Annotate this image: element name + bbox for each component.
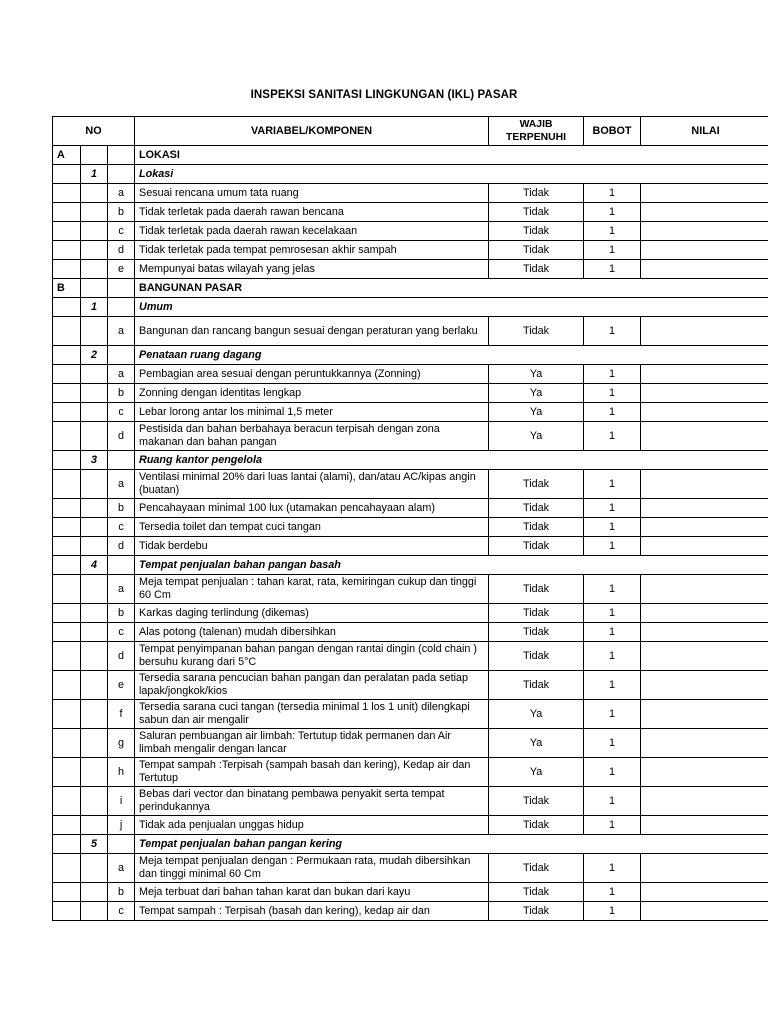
nilai-cell [641,700,768,729]
empty-cell [53,203,81,222]
nilai-cell [641,317,768,346]
subsection-no: 5 [81,835,108,854]
table-row [53,384,768,403]
empty-cell [81,729,108,758]
table-row [53,203,768,222]
item-label: Pencahayaan minimal 100 lux (utamakan pencahayaan alam) [135,499,489,518]
empty-cell [53,902,81,921]
empty-cell [53,575,81,604]
item-label: Ventilasi minimal 20% dari luas lantai (alami), dan/atau AC/kipas angin (buatan) [135,470,489,499]
section-no: A [53,146,81,165]
wajib-cell: Tidak [489,883,584,902]
empty-cell [108,451,135,470]
wajib-cell: Tidak [489,499,584,518]
section-row [53,146,768,165]
nilai-cell [641,729,768,758]
empty-cell [81,575,108,604]
section-row [53,279,768,298]
empty-cell [81,260,108,279]
empty-cell [53,241,81,260]
empty-cell [53,729,81,758]
subsection-label: Tempat penjualan bahan pangan basah [135,556,768,575]
nilai-cell [641,260,768,279]
wajib-cell: Tidak [489,222,584,241]
empty-cell [53,260,81,279]
item-letter: c [108,403,135,422]
item-label: Meja tempat penjualan : tahan karat, rata, kemiringan cukup dan tinggi 60 Cm [135,575,489,604]
empty-cell [53,184,81,203]
wajib-cell: Ya [489,365,584,384]
empty-cell [53,317,81,346]
nilai-cell [641,518,768,537]
empty-cell [53,346,81,365]
empty-cell [81,816,108,835]
section-no: B [53,279,81,298]
inspection-table [52,116,768,921]
empty-cell [81,384,108,403]
empty-cell [53,422,81,451]
nilai-cell [641,758,768,787]
nilai-cell [641,365,768,384]
item-label: Tempat penyimpanan bahan pangan dengan rantai dingin (cold chain ) bersuhu kurang dari 5°C [135,642,489,671]
bobot-cell: 1 [584,317,641,346]
item-letter: c [108,518,135,537]
bobot-cell: 1 [584,700,641,729]
item-letter: a [108,854,135,883]
item-label: Tidak terletak pada daerah rawan kecelakaan [135,222,489,241]
bobot-cell: 1 [584,203,641,222]
section-label: BANGUNAN PASAR [135,279,768,298]
table-row [53,575,768,604]
empty-cell [81,537,108,556]
bobot-cell: 1 [584,518,641,537]
table-row [53,700,768,729]
empty-cell [53,623,81,642]
nilai-cell [641,623,768,642]
empty-cell [53,499,81,518]
empty-cell [108,556,135,575]
empty-cell [53,835,81,854]
subsection-row [53,556,768,575]
wajib-cell: Ya [489,384,584,403]
subsection-no: 1 [81,165,108,184]
nilai-cell [641,499,768,518]
empty-cell [53,556,81,575]
empty-cell [53,451,81,470]
bobot-cell: 1 [584,184,641,203]
bobot-cell: 1 [584,854,641,883]
item-letter: a [108,575,135,604]
empty-cell [53,854,81,883]
table-row [53,854,768,883]
empty-cell [53,787,81,816]
table-row [53,499,768,518]
empty-cell [81,146,108,165]
table-row [53,758,768,787]
item-letter: b [108,499,135,518]
empty-cell [81,403,108,422]
empty-cell [53,758,81,787]
section-label: LOKASI [135,146,768,165]
empty-cell [108,298,135,317]
table-row [53,883,768,902]
bobot-cell: 1 [584,623,641,642]
bobot-cell: 1 [584,384,641,403]
item-letter: c [108,902,135,921]
subsection-row [53,165,768,184]
wajib-cell: Tidak [489,854,584,883]
subsection-label: Umum [135,298,768,317]
empty-cell [81,499,108,518]
item-label: Tempat sampah :Terpisah (sampah basah dan kering), Kedap air dan Tertutup [135,758,489,787]
wajib-cell: Tidak [489,203,584,222]
wajib-cell: Tidak [489,575,584,604]
bobot-cell: 1 [584,671,641,700]
empty-cell [81,604,108,623]
nilai-cell [641,222,768,241]
subsection-label: Ruang kantor pengelola [135,451,768,470]
table-row [53,317,768,346]
item-label: Bangunan dan rancang bangun sesuai dengan peraturan yang berlaku [135,317,489,346]
item-label: Meja terbuat dari bahan tahan karat dan bukan dari kayu [135,883,489,902]
item-letter: d [108,241,135,260]
table-row [53,729,768,758]
item-label: Tersedia sarana pencucian bahan pangan dan peralatan pada setiap lapak/jongkok/kios [135,671,489,700]
empty-cell [53,165,81,184]
empty-cell [81,279,108,298]
table-row [53,816,768,835]
nilai-cell [641,883,768,902]
item-letter: d [108,642,135,671]
empty-cell [81,222,108,241]
table-row [53,787,768,816]
item-letter: b [108,384,135,403]
table-row [53,403,768,422]
header-variabel: VARIABEL/KOMPONEN [135,117,489,146]
empty-cell [81,700,108,729]
bobot-cell: 1 [584,241,641,260]
subsection-label: Tempat penjualan bahan pangan kering [135,835,768,854]
subsection-row [53,346,768,365]
empty-cell [108,165,135,184]
bobot-cell: 1 [584,575,641,604]
empty-cell [53,403,81,422]
subsection-row [53,298,768,317]
item-letter: b [108,203,135,222]
item-letter: j [108,816,135,835]
item-letter: a [108,365,135,384]
empty-cell [81,623,108,642]
empty-cell [81,422,108,451]
bobot-cell: 1 [584,758,641,787]
empty-cell [81,671,108,700]
table-row [53,518,768,537]
bobot-cell: 1 [584,499,641,518]
table-row [53,470,768,499]
empty-cell [81,787,108,816]
table-row [53,222,768,241]
subsection-label: Penataan ruang dagang [135,346,768,365]
item-label: Tersedia toilet dan tempat cuci tangan [135,518,489,537]
subsection-no: 1 [81,298,108,317]
nilai-cell [641,902,768,921]
item-letter: d [108,422,135,451]
item-letter: c [108,623,135,642]
item-label: Sesuai rencana umum tata ruang [135,184,489,203]
empty-cell [53,222,81,241]
item-letter: i [108,787,135,816]
item-letter: c [108,222,135,241]
empty-cell [81,758,108,787]
empty-cell [81,365,108,384]
bobot-cell: 1 [584,642,641,671]
wajib-cell: Ya [489,700,584,729]
empty-cell [81,317,108,346]
subsection-label: Lokasi [135,165,768,184]
item-letter: b [108,883,135,902]
subsection-no: 3 [81,451,108,470]
bobot-cell: 1 [584,365,641,384]
nilai-cell [641,671,768,700]
document-title: INSPEKSI SANITASI LINGKUNGAN (IKL) PASAR [250,89,518,101]
table-row [53,184,768,203]
header-nilai: NILAI [641,117,768,146]
item-label: Pembagian area sesuai dengan peruntukkannya (Zonning) [135,365,489,384]
nilai-cell [641,537,768,556]
item-letter: a [108,317,135,346]
empty-cell [108,279,135,298]
nilai-cell [641,184,768,203]
item-label: Tidak terletak pada daerah rawan bencana [135,203,489,222]
wajib-cell: Tidak [489,642,584,671]
item-label: Tempat sampah : Terpisah (basah dan kering), kedap air dan [135,902,489,921]
table-row [53,422,768,451]
bobot-cell: 1 [584,729,641,758]
nilai-cell [641,203,768,222]
bobot-cell: 1 [584,816,641,835]
wajib-cell: Tidak [489,537,584,556]
empty-cell [53,642,81,671]
empty-cell [108,346,135,365]
empty-cell [81,902,108,921]
empty-cell [53,604,81,623]
wajib-cell: Ya [489,758,584,787]
wajib-cell: Tidak [489,241,584,260]
subsection-row [53,835,768,854]
empty-cell [81,241,108,260]
subsection-row [53,451,768,470]
empty-cell [53,700,81,729]
empty-cell [53,816,81,835]
empty-cell [81,184,108,203]
nilai-cell [641,241,768,260]
table-body [53,146,768,921]
wajib-cell: Ya [489,422,584,451]
empty-cell [81,642,108,671]
table-header-row [53,117,768,146]
item-letter: e [108,671,135,700]
item-label: Tidak ada penjualan unggas hidup [135,816,489,835]
wajib-cell: Tidak [489,671,584,700]
wajib-cell: Tidak [489,518,584,537]
table-row [53,537,768,556]
item-letter: a [108,184,135,203]
empty-cell [53,365,81,384]
nilai-cell [641,422,768,451]
item-letter: e [108,260,135,279]
nilai-cell [641,470,768,499]
item-letter: d [108,537,135,556]
bobot-cell: 1 [584,470,641,499]
empty-cell [108,146,135,165]
empty-cell [108,835,135,854]
item-label: Pestisida dan bahan berbahaya beracun terpisah dengan zona makanan dan bahan pangan [135,422,489,451]
empty-cell [81,470,108,499]
empty-cell [53,298,81,317]
table-row [53,241,768,260]
item-label: Karkas daging terlindung (dikemas) [135,604,489,623]
item-label: Meja tempat penjualan dengan : Permukaan rata, mudah dibersihkan dan tinggi minimal 60 Cm [135,854,489,883]
empty-cell [53,883,81,902]
item-label: Saluran pembuangan air limbah: Tertutup tidak permanen dan Air limbah mengalir dengan lancar [135,729,489,758]
header-no: NO [53,117,135,146]
nilai-cell [641,642,768,671]
table-row [53,671,768,700]
nilai-cell [641,604,768,623]
item-label: Alas potong (talenan) mudah dibersihkan [135,623,489,642]
empty-cell [81,854,108,883]
item-letter: a [108,470,135,499]
nilai-cell [641,384,768,403]
item-letter: f [108,700,135,729]
wajib-cell: Tidak [489,787,584,816]
empty-cell [53,671,81,700]
wajib-cell: Tidak [489,902,584,921]
item-label: Lebar lorong antar los minimal 1,5 meter [135,403,489,422]
empty-cell [53,470,81,499]
table-row [53,642,768,671]
wajib-cell: Tidak [489,470,584,499]
wajib-cell: Ya [489,403,584,422]
item-label: Tersedia sarana cuci tangan (tersedia minimal 1 los 1 unit) dilengkapi sabun dan air mengalir [135,700,489,729]
table-row [53,604,768,623]
bobot-cell: 1 [584,902,641,921]
header-wajib: WAJIB TERPENUHI [489,117,584,146]
wajib-cell: Tidak [489,184,584,203]
empty-cell [81,883,108,902]
nilai-cell [641,403,768,422]
bobot-cell: 1 [584,422,641,451]
wajib-cell: Tidak [489,317,584,346]
bobot-cell: 1 [584,403,641,422]
item-letter: b [108,604,135,623]
wajib-cell: Tidak [489,260,584,279]
bobot-cell: 1 [584,222,641,241]
nilai-cell [641,854,768,883]
item-letter: h [108,758,135,787]
nilai-cell [641,787,768,816]
table-row [53,365,768,384]
wajib-cell: Tidak [489,816,584,835]
item-label: Tidak berdebu [135,537,489,556]
wajib-cell: Tidak [489,623,584,642]
bobot-cell: 1 [584,883,641,902]
bobot-cell: 1 [584,260,641,279]
table-row [53,902,768,921]
bobot-cell: 1 [584,604,641,623]
subsection-no: 2 [81,346,108,365]
empty-cell [81,203,108,222]
table-row [53,623,768,642]
item-letter: g [108,729,135,758]
empty-cell [53,537,81,556]
bobot-cell: 1 [584,537,641,556]
empty-cell [53,518,81,537]
nilai-cell [641,575,768,604]
empty-cell [81,518,108,537]
header-bobot: BOBOT [584,117,641,146]
wajib-cell: Ya [489,729,584,758]
wajib-cell: Tidak [489,604,584,623]
subsection-no: 4 [81,556,108,575]
empty-cell [53,384,81,403]
item-label: Mempunyai batas wilayah yang jelas [135,260,489,279]
item-label: Bebas dari vector dan binatang pembawa penyakit serta tempat perindukannya [135,787,489,816]
item-label: Zonning dengan identitas lengkap [135,384,489,403]
table-row [53,260,768,279]
item-label: Tidak terletak pada tempat pemrosesan akhir sampah [135,241,489,260]
bobot-cell: 1 [584,787,641,816]
nilai-cell [641,816,768,835]
